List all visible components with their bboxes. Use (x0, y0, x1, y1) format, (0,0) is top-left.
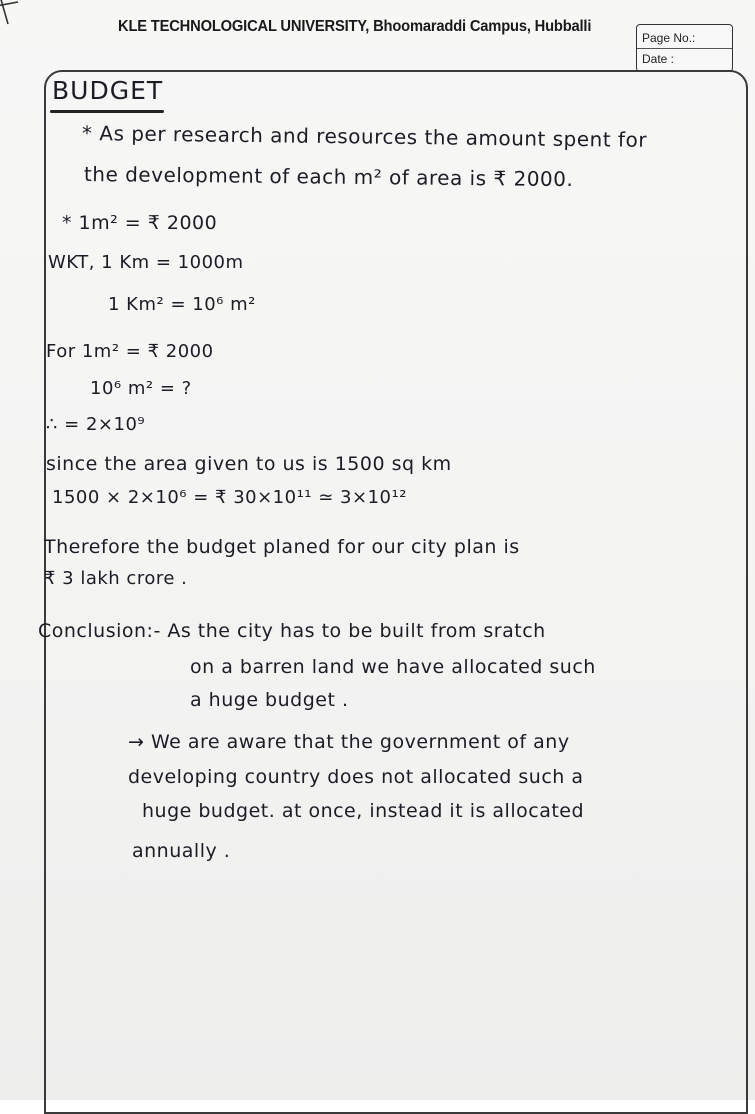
note-line: → We are aware that the government of any (128, 731, 570, 753)
page-no-label: Page No.: (642, 31, 696, 45)
page-heading: BUDGET (52, 76, 164, 105)
note-line: WKT, 1 Km = 1000m (48, 252, 244, 273)
note-line: a huge budget . (190, 689, 349, 711)
university-header: KLE TECHNOLOGICAL UNIVERSITY, Bhoomaraddi Campus, Hubballi (118, 18, 592, 35)
note-line: For 1m² = ₹ 2000 (46, 341, 214, 362)
note-line: * As per research and resources the amount spent for (81, 121, 648, 152)
page-date-box (636, 24, 733, 72)
note-line: annually . (132, 840, 231, 862)
note-line: huge budget. at once, instead it is allocated (142, 800, 585, 822)
corner-pen-mark (0, 0, 22, 34)
note-line: the development of each m² of area is ₹ 2000. (83, 162, 574, 192)
note-line: since the area given to us is 1500 sq km (46, 453, 452, 475)
note-line: ∴ = 2×10⁹ (46, 414, 146, 435)
note-line: Therefore the budget planed for our city plan is (44, 536, 520, 558)
page-date-divider (637, 48, 732, 49)
note-line: ₹ 3 lakh crore . (44, 568, 188, 589)
note-line: developing country does not allocated such a (128, 766, 584, 788)
note-line: * 1m² = ₹ 2000 (62, 212, 218, 234)
note-line: 1 Km² = 10⁶ m² (108, 294, 256, 315)
heading-underline (50, 110, 164, 113)
note-line: 1500 × 2×10⁶ = ₹ 30×10¹¹ ≃ 3×10¹² (52, 487, 407, 508)
date-label: Date : (642, 52, 675, 66)
note-line: on a barren land we have allocated such (190, 656, 596, 678)
note-line: 10⁶ m² = ? (90, 378, 192, 399)
note-line: Conclusion:- As the city has to be built from sratch (38, 620, 546, 642)
